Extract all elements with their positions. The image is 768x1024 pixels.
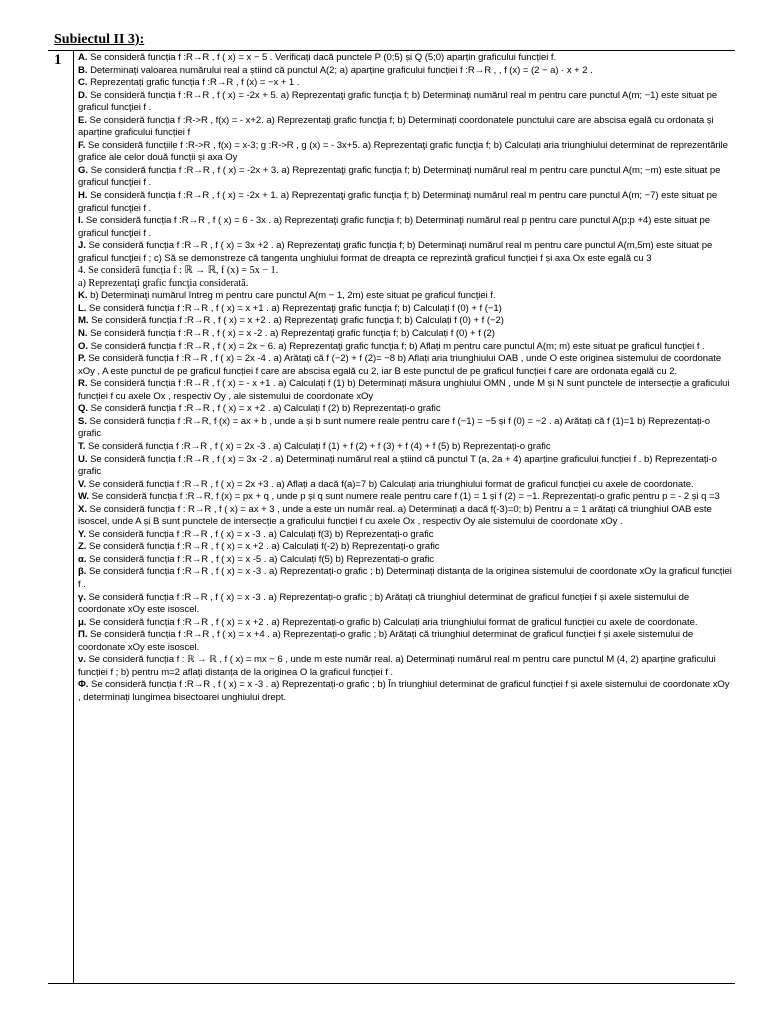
exercise-item	[78, 566, 732, 591]
exercise-text: Se consideră funcția f :R→R , f ( x) = -2x + 1. a) Reprezentaţi grafic funcţia f; b) Determinaţi numărul real m pentru care punctul A(m; −7) este situat pe graficul funcţiei f .	[78, 190, 718, 214]
exercise-label: P.	[78, 353, 86, 365]
exercise-item	[78, 441, 732, 454]
exercise-text: Se consideră funcția f :R→R, f (x) = px + q , unde p și q sunt numere reale pentru care f (1) = 1 și f (2) = −1. Reprezentați-o grafic pentru p = - 2 și q =3	[91, 491, 720, 503]
exercise-item	[78, 353, 732, 378]
exercise-text: Se consideră funcția f :R→R , f ( x) = -2x + 3. a) Reprezentaţi grafic funcţia f; b) Determinaţi numărul real m pentru care punctul A(m; −m) este situat pe graficul funcţiei f .	[78, 164, 721, 189]
exercise-text: Se consideră funcția f :R→R , f ( x) = x -2 . a) Reprezentaţi grafic funcţia f; b) Calculați f (0) + f (2)	[90, 328, 495, 340]
exercise-text: Se consideră funcția f :R->R , f(x) = - x+2. a) Reprezentaţi grafic funcţia f; b) Determinați coordonatele punctului care are abscisa egală cu ordonata și aparține graficului funcției f	[78, 114, 714, 139]
exercise-label: F.	[78, 139, 86, 151]
exercise-item	[78, 454, 732, 479]
exercise-label: K.	[78, 290, 88, 302]
exercise-item	[78, 378, 732, 403]
exercise-label: X.	[78, 503, 87, 515]
exercise-label: G.	[78, 164, 88, 176]
exercise-label: B.	[78, 64, 88, 76]
exercise-item	[78, 654, 732, 679]
exercise-item	[78, 290, 732, 303]
exercise-text: Se consideră funcția f :R→R , f ( x) = x +2 . a) Calculați f(-2) b) Reprezentați-o grafic	[89, 541, 440, 553]
exercise-item	[78, 479, 732, 492]
exercise-item	[78, 491, 732, 504]
exercise-label: V.	[78, 478, 87, 490]
exercise-item	[78, 341, 732, 354]
exercise-text: Determinați valoarea numărului real a știind că punctul A(2; a) aparține graficului funcției f :R→R , , f (x) = (2 − a) · x + 2 .	[90, 64, 593, 76]
exercise-text: Se consideră funcția f :R→R , f ( x) = 3x -2 . a) Determinați numărul real a știind că punctul T (a, 2a + 4) aparține graficului funcției f . b) Reprezentați-o grafic	[78, 453, 717, 478]
exercise-text: Se consideră funcția f :R→R , f ( x) = x − 5 . Verificați dacă punctele P (0;5) și Q (5;0) aparțin graficului funcției f.	[90, 52, 557, 63]
exercise-item	[78, 629, 732, 654]
exercise-label: I.	[78, 215, 84, 227]
exercise-text: Se consideră funcția f :R→R , f ( x) = 6 - 3x . a) Reprezentaţi grafic funcţia f; b) Determinaţi numărul real p pentru care punctul A(p;p +4) este situat pe graficul funcţiei f .	[78, 215, 711, 239]
exercise-table	[48, 50, 735, 984]
exercise-label: Π.	[78, 629, 88, 641]
exercise-text: Se consideră funcțiile f :R->R , f(x) = x-3; g :R->R , g (x) = - 3x+5. a) Reprezentaţi grafic funcţia f; b) Calculați aria triunghiului determinat de reprezentările grafice ale celor două funcții și axa Oy	[78, 139, 728, 164]
exercise-text: Se consideră funcția f :R→R , f ( x) = x +1 . a) Reprezentaţi grafic funcţia f; b) Calculați f (0) + f (−1)	[89, 302, 502, 314]
exercise-item	[78, 165, 732, 190]
exercise-label: W.	[78, 491, 90, 503]
exercise-item	[78, 215, 732, 240]
exercise-text: Se consideră funcția f :R→R , f ( x) = 2x -4 . a) Arătați că f (−2) + f (2)= −8 b) Aflați aria triunghiului OAB , unde O este originea sistemului de coordonate xOy , A este punctul de pe graficul funcției f care are abscisa egală cu 2, iar B este punctul de pe graficul funcției f care are ordonata egală cu 2.	[78, 353, 722, 377]
column-divider	[73, 51, 74, 983]
exercise-label: β.	[78, 566, 87, 578]
exercise-item	[78, 416, 732, 441]
exercise-list	[78, 52, 732, 704]
exercise-item	[78, 303, 732, 316]
exercise-item	[78, 115, 732, 140]
exercise-item	[78, 65, 732, 78]
exercise-text: Se consideră funcția f :R→R , f ( x) = x +4 . a) Reprezentați-o grafic ; b) Arătați că triunghiul determinat de graficul funcției f și axele sistemului de coordonate xOy este isoscel.	[78, 629, 694, 653]
exercise-item	[78, 278, 732, 291]
row-number: 1	[54, 52, 62, 68]
exercise-label: H.	[78, 190, 88, 202]
exercise-text: b) Determinaţi numărul întreg m pentru care punctul A(m − 1, 2m) este situat pe graficul funcţiei f.	[90, 290, 496, 302]
exercise-item	[78, 592, 732, 617]
exercise-label: A.	[78, 52, 88, 63]
exercise-text: Se consideră funcția f :R→R, f (x) = ax + b , unde a și b sunt numere reale pentru care f (−1) = −5 și f (0) = −2 . a) Arătați că f (1)=1 b) Reprezentați-o grafic	[78, 415, 711, 440]
exercise-text: Se consideră funcția f :R→R , f ( x) = 3x +2 . a) Reprezentaţi grafic funcţia f; b) Determinaţi numărul real m pentru care punctul A(m,5m) este situat pe graficul funcţiei f ; c) Să se demonstreze că tangenta unghiului format de dreapta ce reprezintă graficul funcției f și axa Ox este egală cu 3	[78, 240, 713, 264]
exercise-item	[78, 403, 732, 416]
exercise-item	[78, 554, 732, 567]
exercise-text: Se consideră funcția f :R→R , f ( x) = x -5 . a) Calculați f(5) b) Reprezentați-o grafic	[89, 553, 435, 565]
exercise-label: S.	[78, 415, 87, 427]
exercise-text: 4. Se consideră funcția f : ℝ → ℝ, f (x) = 5x − 1.	[78, 265, 279, 277]
exercise-text: Reprezentați grafic funcția f :R→R , f (x) = −x + 1 .	[90, 77, 300, 89]
exercise-text: Se consideră funcția f :R→R , f ( x) = -2x + 5. a) Reprezentaţi grafic funcţia f; b) Determinaţi numărul real m pentru care punctul A(m; −1) este situat pe graficul funcţiei f .	[78, 89, 718, 114]
exercise-item	[78, 265, 732, 278]
exercise-label: Y.	[78, 528, 86, 540]
exercise-text: Se consideră funcția f :R→R , f ( x) = x -3 . a) Reprezentați-o grafic ; b) În triunghiul determinat de graficul funcției f și axele sistemului de coordonate xOy , determinați lungimea bisectoarei unghiului drept.	[78, 679, 730, 703]
exercise-text: Se consideră funcția f :R→R , f ( x) = x +2 . a) Reprezentați-o grafic b) Calculați aria triunghiului format de graficul funcției cu axele de coordonate.	[89, 616, 698, 628]
exercise-item	[78, 90, 732, 115]
exercise-item	[78, 504, 732, 529]
exercise-text: Se consideră funcția f : ℝ → ℝ , f ( x) = mx − 6 , unde m este număr real. a) Determinați numărul real m pentru care punctul M (4, 2) aparține graficului funcției f ; b) pentru m=2 aflați distanța de la originea O la graficul funcției f .	[78, 654, 716, 678]
exercise-item	[78, 328, 732, 341]
exercise-text: Se consideră funcția f :R→R , f ( x) = 2x -3 . a) Calculați f (1) + f (2) + f (3) + f (4) + f (5) b) Reprezentați-o grafic	[87, 440, 551, 452]
exercise-label: O.	[78, 340, 88, 352]
exercise-label: C.	[78, 77, 88, 89]
exercise-label: T.	[78, 440, 86, 452]
exercise-label: α.	[78, 553, 87, 565]
exercise-label: E.	[78, 114, 87, 126]
exercise-text: Se consideră funcția f :R→R , f ( x) = 2x − 6. a) Reprezentaţi grafic funcţia f; b) Aflați m pentru care punctul A(m; m) este situat pe graficul funcţiei f .	[90, 340, 705, 352]
exercise-item	[78, 140, 732, 165]
exercise-label: μ.	[78, 616, 87, 628]
exercise-text: a) Reprezentaţi grafic funcţia considerată.	[78, 277, 249, 289]
exercise-text: Se consideră funcția f :R→R , f ( x) = - x +1 . a) Calculați f (1) b) Determinați măsura unghiului OMN , unde M și N sunt punctele de intersecție a graficului funcției f cu axele Ox , respectiv Oy , ale sistemului de coordonate xOy	[78, 378, 730, 402]
exercise-label: Φ.	[78, 679, 89, 691]
exercise-label: J.	[78, 240, 86, 252]
exercise-item	[78, 52, 732, 65]
exercise-item	[78, 77, 732, 90]
exercise-text: Se consideră funcția f :R→R , f ( x) = x +2 . a) Calculați f (2) b) Reprezentați-o grafic	[90, 403, 441, 415]
exercise-label: Z.	[78, 541, 87, 553]
exercise-label: L.	[78, 302, 87, 314]
exercise-text: Se consideră funcția f :R→R , f ( x) = x -3 . a) Reprezentați-o grafic ; b) Arătați că triunghiul determinat de graficul funcției f și axele sistemului de coordonate xOy este isoscel.	[78, 591, 690, 616]
exercise-item	[78, 315, 732, 328]
exercise-label: Q.	[78, 403, 88, 415]
exercise-item	[78, 541, 732, 554]
exercise-text: Se consideră funcția f :R→R , f ( x) = x -3 . a) Reprezentați-o grafic ; b) Determinați distanța de la originea sistemului de coordonate xOy la graficul funcției f .	[78, 566, 732, 590]
exercise-item	[78, 190, 732, 215]
exercise-item	[78, 529, 732, 542]
exercise-text: Se consideră funcția f :R→R , f ( x) = 2x +3 . a) Aflați a dacă f(a)=7 b) Calculați aria triunghiului format de graficul funcției cu axele de coordonate.	[88, 478, 694, 490]
exercise-item	[78, 617, 732, 630]
exercise-item	[78, 679, 732, 704]
exercise-text: Se consideră funcția f :R→R , f ( x) = x -3 . a) Calculați f(3) b) Reprezentați-o grafic	[88, 528, 434, 540]
exercise-label: γ.	[78, 591, 86, 603]
page-title: Subiectul II 3):	[54, 32, 145, 47]
exercise-label: ν.	[78, 654, 86, 666]
exercise-label: U.	[78, 453, 88, 465]
exercise-label: M.	[78, 315, 89, 327]
exercise-label: D.	[78, 89, 88, 101]
exercise-item	[78, 240, 732, 265]
exercise-label: N.	[78, 328, 88, 340]
exercise-label: R.	[78, 378, 88, 390]
exercise-text: Se consideră funcția f :R→R , f ( x) = x +2 . a) Reprezentaţi grafic funcţia f; b) Calculați f (0) + f (−2)	[91, 315, 504, 327]
exercise-text: Se consideră funcția f : R→R , f ( x) = ax + 3 , unde a este un număr real. a) Determinați a dacă f(-3)=0; b) Pentru a = 1 arătați că triunghiul OAB este isoscel, unde A și B sunt punctele de intersecție a graficului funcției f cu axele Ox , respectiv Oy ale sistemului de coordonate xOy .	[78, 503, 712, 528]
